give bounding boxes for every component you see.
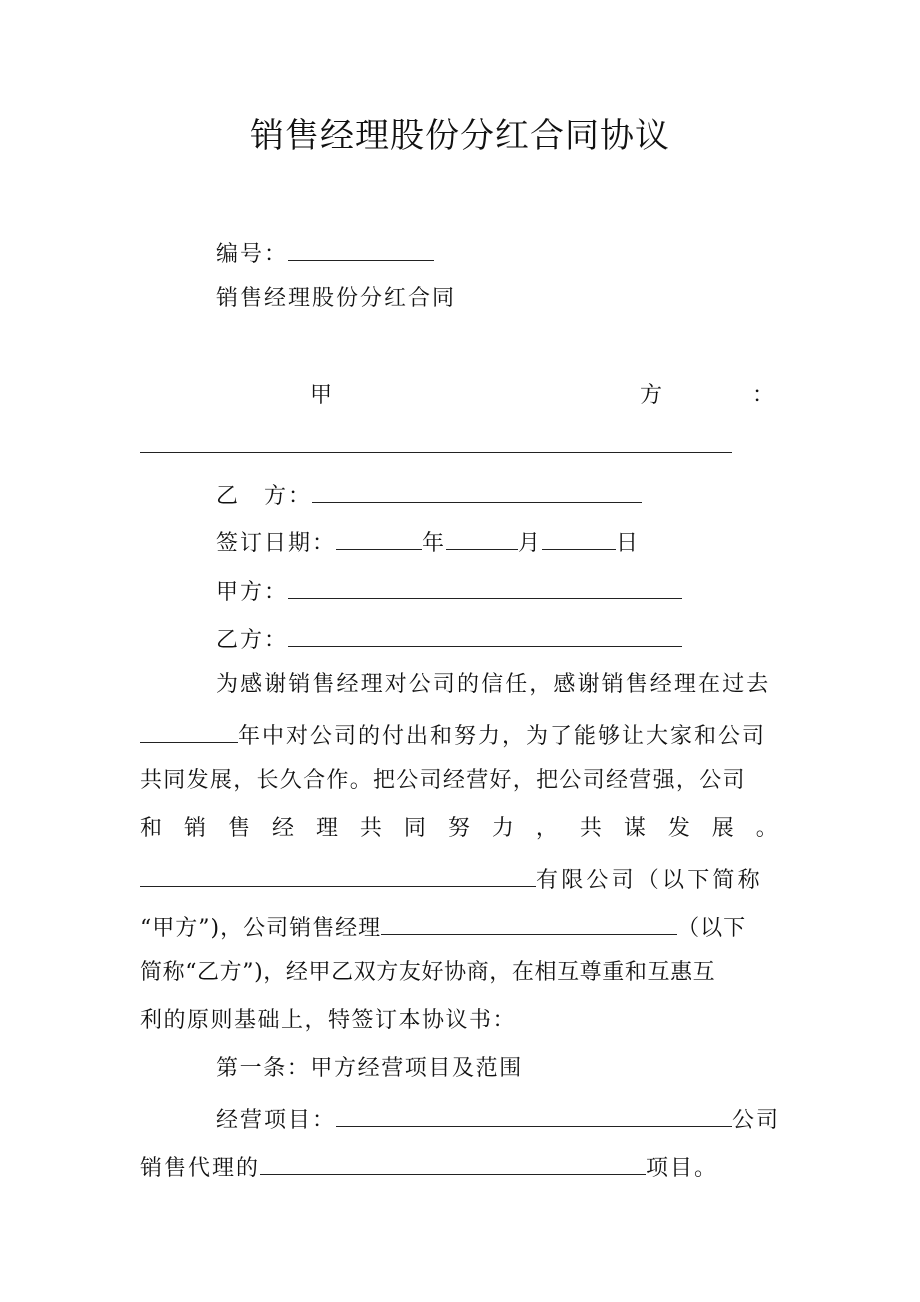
paragraph-line-4-char: 售 — [227, 816, 252, 841]
paragraph-line-6-text-b: （以下 — [677, 916, 747, 941]
paragraph-line-4-char: 力 — [491, 816, 516, 841]
paragraph-line-5 — [140, 862, 763, 896]
business-project-blank — [336, 1102, 732, 1127]
party-b-line-2 — [216, 622, 682, 656]
paragraph-line-4-char: 同 — [403, 816, 428, 841]
sign-date-line — [216, 525, 640, 559]
party-b-blank — [312, 478, 642, 503]
paragraph-line-1: 为感谢销售经理对公司的信任，感谢销售经理在过去 — [216, 672, 771, 697]
paragraph-line-4-char: 经 — [271, 816, 296, 841]
party-a-spread-blank — [140, 452, 732, 453]
paragraph-line-4-char: 努 — [447, 816, 472, 841]
business-project-line-2 — [140, 1150, 718, 1184]
party-a-blank — [288, 574, 682, 599]
paragraph-line-6 — [140, 910, 746, 944]
paragraph-line-4 — [140, 814, 780, 844]
paragraph-line-4-char: ， — [535, 816, 560, 841]
years-blank — [140, 718, 238, 743]
party-b-label-2: 乙方： — [216, 628, 289, 653]
business-project-tail: 公司 — [732, 1108, 781, 1133]
sign-date-year: 年 — [422, 531, 447, 556]
manager-name-blank — [381, 910, 677, 935]
business-project-label: 经营项目： — [216, 1108, 337, 1133]
business-project-line-2-text-a: 销售代理的 — [140, 1156, 261, 1181]
contract-number-label: 编号： — [216, 242, 289, 267]
paragraph-line-4-char: 销 — [183, 816, 208, 841]
sign-date-month: 月 — [518, 531, 543, 556]
paragraph-line-4-char: 展 — [711, 816, 736, 841]
paragraph-line-4-char: 共 — [579, 816, 604, 841]
document-title: 销售经理股份分红合同协议 — [250, 116, 670, 156]
party-a-line — [216, 574, 682, 608]
paragraph-line-6-text-a: “甲方”)，公司销售经理 — [140, 916, 382, 941]
contract-number-line — [216, 236, 434, 270]
contract-subtitle: 销售经理股份分红合同 — [216, 286, 457, 311]
company-name-blank — [140, 862, 536, 887]
sign-date-label: 签订日期： — [216, 531, 337, 556]
business-project-line — [216, 1102, 780, 1136]
paragraph-line-4-char: 共 — [359, 816, 384, 841]
sign-date-day-blank — [542, 525, 616, 550]
paragraph-line-2 — [140, 718, 766, 752]
sign-date-day: 日 — [616, 531, 641, 556]
article-1-heading: 第一条：甲方经营项目及范围 — [216, 1056, 523, 1081]
sign-date-month-blank — [446, 525, 518, 550]
business-project-line-2-text-b: 项目。 — [646, 1156, 719, 1181]
party-a-spread-char-1: 甲 — [310, 383, 335, 408]
party-a-spread-char-2: 方 — [640, 383, 665, 408]
paragraph-line-7: 简称“乙方”)，经甲乙双方友好协商，在相互尊重和互惠互 — [140, 960, 716, 985]
party-a-spread-colon: ： — [752, 383, 777, 408]
paragraph-line-5-text: 有限公司（以下简称 — [536, 868, 763, 893]
paragraph-line-4-char: 和 — [140, 816, 165, 841]
agency-project-blank — [260, 1150, 646, 1175]
party-a-label: 甲方： — [216, 580, 289, 605]
contract-number-blank — [288, 236, 434, 261]
paragraph-line-4-char: 发 — [667, 816, 692, 841]
paragraph-line-4-char: 谋 — [623, 816, 648, 841]
paragraph-line-4-char: 理 — [315, 816, 340, 841]
party-b-line — [216, 478, 642, 512]
paragraph-line-4-char: 。 — [755, 816, 780, 841]
party-b-label: 乙 方： — [216, 484, 313, 509]
paragraph-line-3: 共同发展，长久合作。把公司经营好，把公司经营强，公司 — [140, 768, 746, 793]
paragraph-line-8: 利的原则基础上，特签订本协议书： — [140, 1008, 517, 1033]
sign-date-year-blank — [336, 525, 422, 550]
paragraph-line-2-text: 年中对公司的付出和努力，为了能够让大家和公司 — [238, 724, 767, 749]
party-b-blank-2 — [288, 622, 682, 647]
